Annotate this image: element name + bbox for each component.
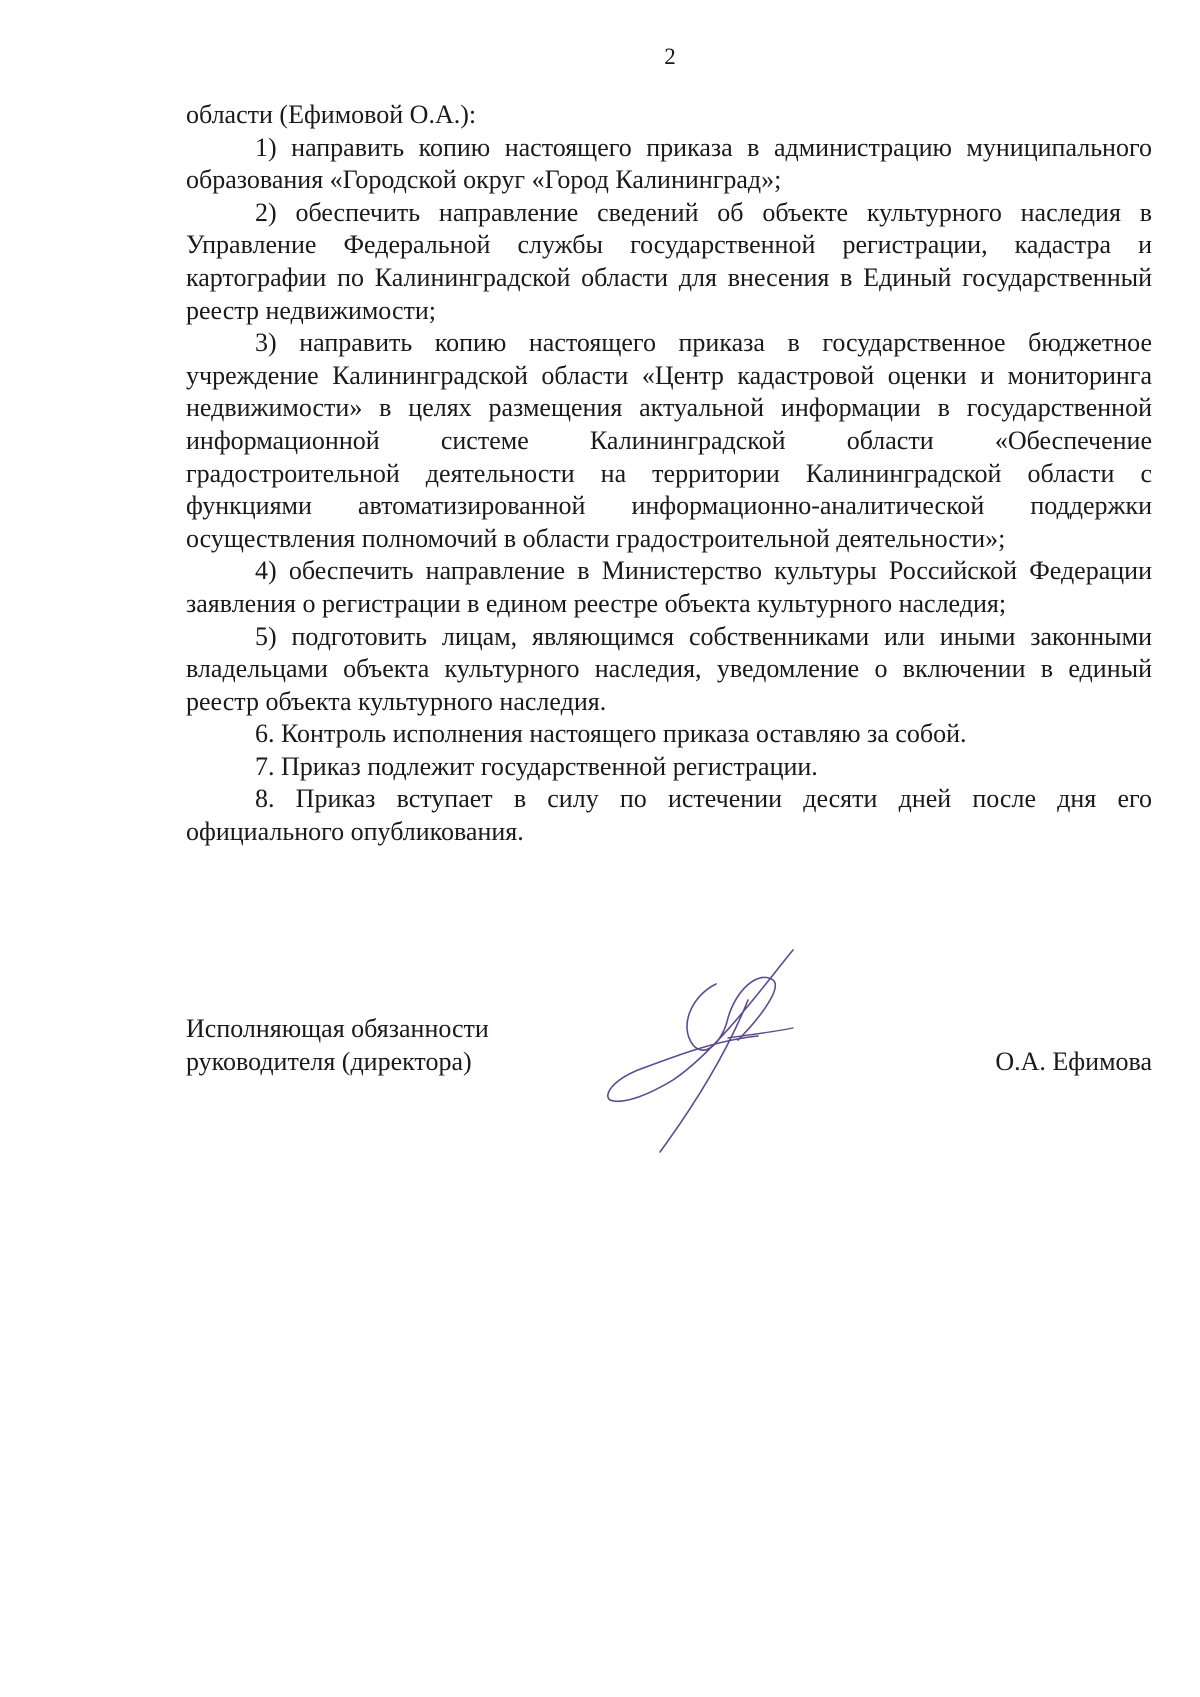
paragraph-clause-8: 8. Приказ вступает в силу по истечении десяти дней после дня его официального опубликования. xyxy=(186,784,1152,847)
signatory-name: О.А. Ефимова xyxy=(995,1047,1152,1076)
paragraph-item-5: 5) подготовить лицам, являющимся собственниками или иными законными владельцами объекта культурного наследия, уведомление о включении в единый реестр объекта культурного наследия. xyxy=(186,621,1152,716)
paragraph-item-4: 4) обеспечить направление в Министерство культуры Российской Федерации заявления о регистрации в едином реестре объекта культурного наследия; xyxy=(186,556,1152,618)
paragraph-continuation: области (Ефимовой О.А.): xyxy=(186,100,477,129)
signatory-position xyxy=(186,1013,489,1078)
signatory-position-line-1: Исполняющая обязанности xyxy=(186,1014,489,1043)
signature-stroke-main xyxy=(608,950,793,1101)
paragraph-clause-6: 6. Контроль исполнения настоящего приказа оставляю за собой. xyxy=(255,719,967,749)
signature-stroke-cross xyxy=(728,1028,793,1038)
paragraph-clause-7: 7. Приказ подлежит государственной регистрации. xyxy=(255,751,818,781)
paragraph-item-3: 3) направить копию настоящего приказа в государственное бюджетное учреждение Калининградской области «Центр кадастровой оценки и мониторинга недвижимости» в целях размещения актуальной информации в государственной информационной системе Калининградской области «Обеспечение градостроительной деятельности на территории Калининградской области с функциями автоматизированной информационно-аналитической поддержки осуществления полномочий в области градостроительной деятельности»; xyxy=(186,328,1152,553)
handwritten-signature xyxy=(598,940,818,1160)
signatory-position-line-2: руководителя (директора) xyxy=(186,1046,472,1076)
document-body xyxy=(186,99,1152,849)
paragraph-item-2: 2) обеспечить направление сведений об объекте культурного наследия в Управление Федеральной службы государственной регистрации, кадастра и картографии по Калининградской области для внесения в Единый государственный реестр недвижимости; xyxy=(186,197,1152,325)
paragraph-item-1: 1) направить копию настоящего приказа в администрацию муниципального образования «Городской округ «Город Калининград»; xyxy=(186,132,1152,195)
page-number: 2 xyxy=(664,44,676,69)
